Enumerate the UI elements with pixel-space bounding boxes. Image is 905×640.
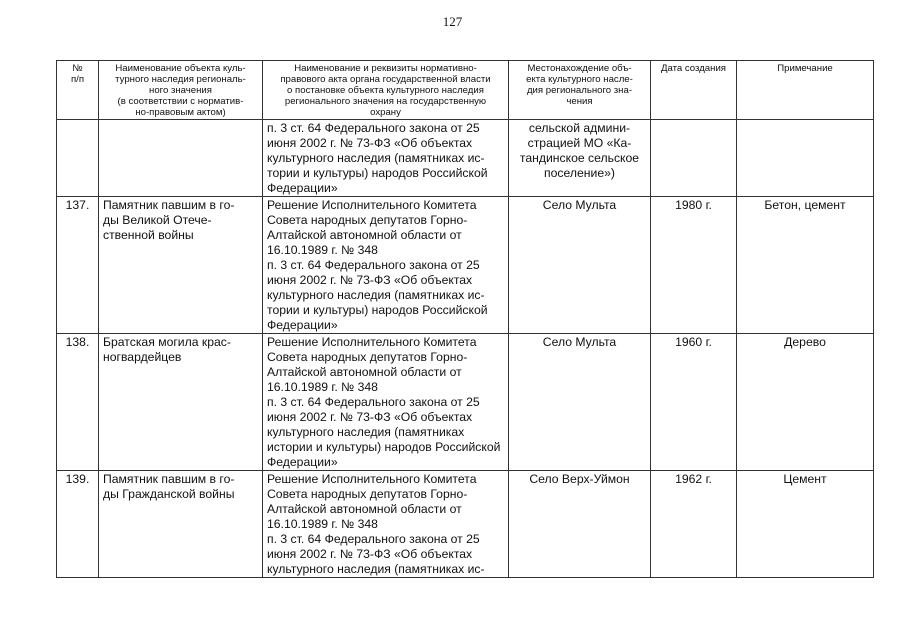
cell-date: 1960 г. <box>651 334 737 471</box>
cell-object-name <box>99 120 263 197</box>
header-number: № п/п <box>57 61 99 120</box>
table-row-continuation <box>57 120 874 197</box>
cell-date: 1980 г. <box>651 197 737 334</box>
cell-note: Цемент <box>737 471 874 578</box>
cell-location: Село Мульта <box>509 197 651 334</box>
header-object-name: Наименование объекта куль- турного наследия региональ- ного значения (в соответствии с норматив- но-правовым актом) <box>99 61 263 120</box>
cell-location: сельской админи- страцией МО «Ка- тандинское сельское поселение») <box>509 120 651 197</box>
header-legal-act: Наименование и реквизиты нормативно- правового акта органа государственной власти о постановке объекта культурного наследия регионального значения на государственную охрану <box>263 61 509 120</box>
table-row <box>57 471 874 578</box>
header-note: Примечание <box>737 61 874 120</box>
table-header-row <box>57 61 874 120</box>
cell-note <box>737 120 874 197</box>
header-date: Дата создания <box>651 61 737 120</box>
cell-note: Бетон, цемент <box>737 197 874 334</box>
cell-legal-act: Решение Исполнительного Комитета Совета народных депутатов Горно- Алтайской автономной области от 16.10.1989 г. № 348 п. 3 ст. 64 Федерального закона от 25 июня 2002 г. № 73-ФЗ «Об объектах культурного наследия (памятниках ис- тории и культуры) народов Российской Федерации» <box>263 197 509 334</box>
cell-object-name: Братская могила крас- ногвардейцев <box>99 334 263 471</box>
cell-number: 138. <box>57 334 99 471</box>
cell-legal-act: Решение Исполнительного Комитета Совета народных депутатов Горно- Алтайской автономной области от 16.10.1989 г. № 348 п. 3 ст. 64 Федерального закона от 25 июня 2002 г. № 73-ФЗ «Об объектах культурного наследия (памятниках ис- <box>263 471 509 578</box>
cell-number <box>57 120 99 197</box>
table-row <box>57 197 874 334</box>
cell-date <box>651 120 737 197</box>
header-location: Местонахождение объ- екта культурного насле- дия регионального зна- чения <box>509 61 651 120</box>
cell-legal-act: Решение Исполнительного Комитета Совета народных депутатов Горно- Алтайской автономной области от 16.10.1989 г. № 348 п. 3 ст. 64 Федерального закона от 25 июня 2002 г. № 73-ФЗ «Об объектах культурного наследия (памятниках истории и культуры) народов Российской Федерации» <box>263 334 509 471</box>
cell-number: 139. <box>57 471 99 578</box>
cell-number: 137. <box>57 197 99 334</box>
table-row <box>57 334 874 471</box>
cell-object-name: Памятник павшим в го- ды Гражданской войны <box>99 471 263 578</box>
cell-date: 1962 г. <box>651 471 737 578</box>
cell-location: Село Верх-Уймон <box>509 471 651 578</box>
cell-object-name: Памятник павшим в го- ды Великой Отече- ственной войны <box>99 197 263 334</box>
page-number: 127 <box>442 14 463 29</box>
cell-note: Дерево <box>737 334 874 471</box>
heritage-table <box>56 60 874 578</box>
cell-legal-act: п. 3 ст. 64 Федерального закона от 25 июня 2002 г. № 73-ФЗ «Об объектах культурного наследия (памятниках ис- тории и культуры) народов Российской Федерации» <box>263 120 509 197</box>
cell-location: Село Мульта <box>509 334 651 471</box>
